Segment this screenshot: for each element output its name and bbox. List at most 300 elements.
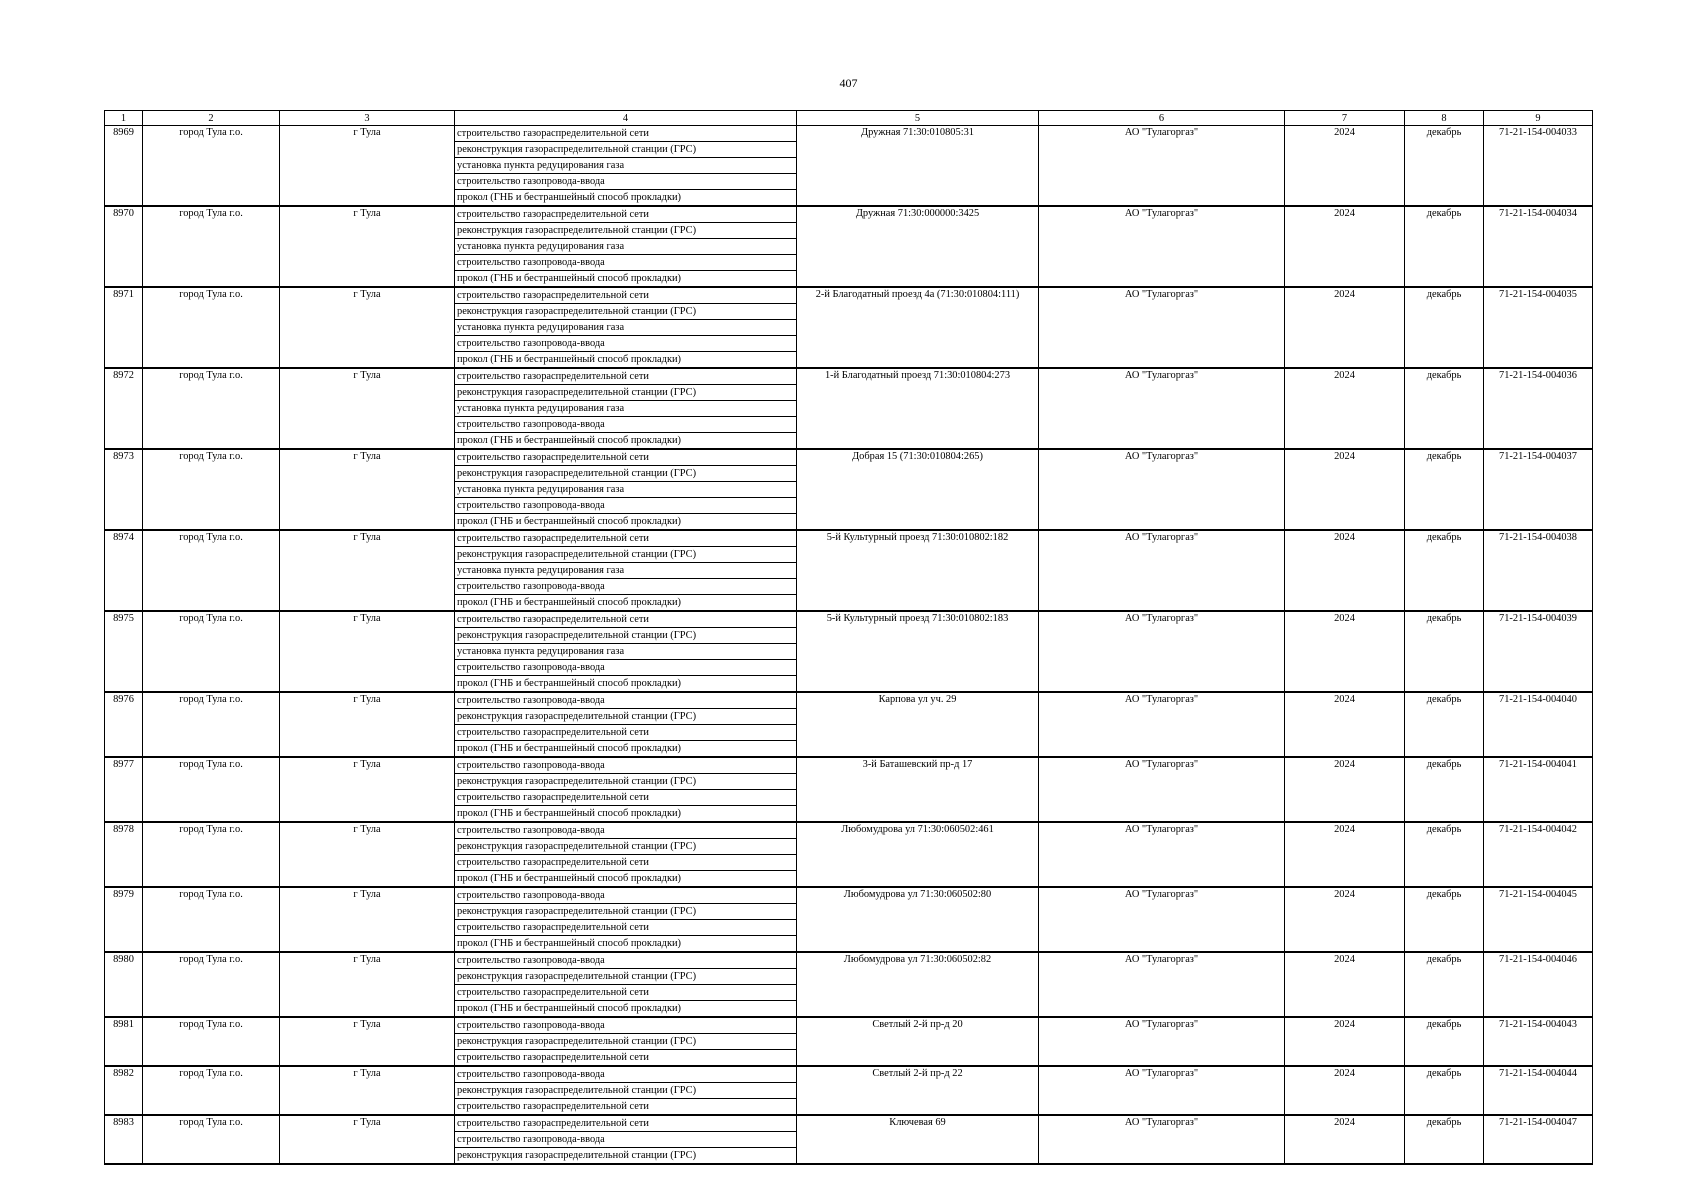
organization-cell — [1039, 126, 1285, 207]
year-cell-text: 2024 — [1334, 370, 1355, 381]
work-item: реконструкция газораспределительной станции (ГРС) — [455, 774, 796, 790]
address-cell — [797, 126, 1039, 207]
code-cell — [1484, 611, 1593, 692]
code-cell-text: 71-21-154-004044 — [1499, 1068, 1577, 1079]
column-header: 8 — [1405, 111, 1484, 126]
works-list — [455, 693, 796, 756]
column-header: 2 — [143, 111, 280, 126]
row-number-text: 8972 — [113, 370, 134, 381]
column-header: 4 — [455, 111, 797, 126]
works-cell — [455, 692, 797, 757]
works-list — [455, 531, 796, 610]
locality-cell — [280, 287, 455, 368]
address-cell-text: 2-й Благодатный проезд 4а (71:30:010804:111) — [815, 289, 1020, 300]
year-cell — [1285, 206, 1405, 287]
code-cell — [1484, 887, 1593, 952]
work-item: строительство газораспределительной сети — [455, 920, 796, 936]
year-cell-text: 2024 — [1334, 1117, 1355, 1128]
code-cell — [1484, 368, 1593, 449]
row-number — [105, 822, 143, 887]
district-cell-text: город Тула г.о. — [179, 954, 243, 965]
table-row — [105, 449, 1593, 530]
works-list — [455, 953, 796, 1016]
year-cell — [1285, 1017, 1405, 1066]
organization-cell — [1039, 206, 1285, 287]
month-cell-text: декабрь — [1426, 889, 1462, 900]
year-cell — [1285, 126, 1405, 207]
code-cell-text: 71-21-154-004040 — [1499, 694, 1577, 705]
works-list — [455, 288, 796, 367]
row-number — [105, 368, 143, 449]
code-cell-text: 71-21-154-004045 — [1499, 889, 1577, 900]
address-cell-text: Любомудрова ул 71:30:060502:82 — [843, 954, 992, 965]
district-cell — [143, 692, 280, 757]
locality-cell-text: г Тула — [353, 759, 381, 770]
work-item: строительство газораспределительной сети — [455, 369, 796, 385]
code-cell-text: 71-21-154-004037 — [1499, 451, 1577, 462]
work-item: строительство газопровода-ввода — [455, 888, 796, 904]
work-item: реконструкция газораспределительной станции (ГРС) — [455, 547, 796, 563]
table-row — [105, 206, 1593, 287]
work-item: реконструкция газораспределительной станции (ГРС) — [455, 385, 796, 401]
address-cell — [797, 1066, 1039, 1115]
work-item: прокол (ГНБ и бестраншейный способ прокладки) — [457, 354, 682, 365]
table-body — [105, 126, 1593, 1165]
address-cell-text: Добрая 15 (71:30:010804:265) — [852, 451, 983, 462]
address-cell — [797, 530, 1039, 611]
year-cell-text: 2024 — [1334, 208, 1355, 219]
organization-cell-text: АО "Тулагоргаз" — [1124, 289, 1199, 300]
code-cell — [1484, 206, 1593, 287]
month-cell-text: декабрь — [1426, 954, 1462, 965]
work-item: строительство газораспределительной сети — [455, 288, 796, 304]
work-item: строительство газораспределительной сети — [455, 531, 796, 547]
month-cell-text: декабрь — [1426, 208, 1462, 219]
work-item: строительство газопровода-ввода — [455, 823, 796, 839]
work-item: строительство газопровода-ввода — [455, 255, 796, 271]
works-cell — [455, 822, 797, 887]
address-cell-text: 5-й Культурный проезд 71:30:010802:182 — [826, 532, 1009, 543]
work-item: установка пункта редуцирования газа — [455, 158, 796, 174]
year-cell-text: 2024 — [1334, 889, 1355, 900]
row-number-text: 8976 — [113, 694, 134, 705]
address-cell-text: Любомудрова ул 71:30:060502:80 — [843, 889, 992, 900]
code-cell-text: 71-21-154-004035 — [1499, 289, 1577, 300]
row-number-text: 8974 — [113, 532, 134, 543]
address-cell — [797, 611, 1039, 692]
year-cell — [1285, 368, 1405, 449]
table-row — [105, 368, 1593, 449]
table-row — [105, 822, 1593, 887]
year-cell-text: 2024 — [1334, 1019, 1355, 1030]
table-row — [105, 530, 1593, 611]
work-item: реконструкция газораспределительной станции (ГРС) — [455, 1034, 796, 1050]
month-cell — [1405, 206, 1484, 287]
work-item: прокол (ГНБ и бестраншейный способ прокладки) — [457, 435, 682, 446]
work-item: строительство газопровода-ввода — [455, 693, 796, 709]
work-item: строительство газопровода-ввода — [455, 174, 796, 190]
work-item: прокол (ГНБ и бестраншейный способ прокладки) — [457, 192, 682, 203]
organization-cell — [1039, 1066, 1285, 1115]
organization-cell — [1039, 1017, 1285, 1066]
address-cell-text: 5-й Культурный проезд 71:30:010802:183 — [826, 613, 1009, 624]
work-item: реконструкция газораспределительной станции (ГРС) — [455, 839, 796, 855]
work-item: строительство газопровода-ввода — [455, 1132, 796, 1148]
row-number-text: 8973 — [113, 451, 134, 462]
locality-cell — [280, 530, 455, 611]
district-cell — [143, 206, 280, 287]
code-cell-text: 71-21-154-004043 — [1499, 1019, 1577, 1030]
organization-cell-text: АО "Тулагоргаз" — [1124, 954, 1199, 965]
column-header: 1 — [105, 111, 143, 126]
address-cell — [797, 887, 1039, 952]
table-row — [105, 887, 1593, 952]
works-cell — [455, 1066, 797, 1115]
district-cell — [143, 287, 280, 368]
code-cell — [1484, 822, 1593, 887]
district-cell-text: город Тула г.о. — [179, 824, 243, 835]
locality-cell — [280, 757, 455, 822]
work-item: реконструкция газораспределительной станции (ГРС) — [455, 466, 796, 482]
year-cell — [1285, 1066, 1405, 1115]
district-cell-text: город Тула г.о. — [179, 370, 243, 381]
locality-cell — [280, 611, 455, 692]
month-cell-text: декабрь — [1426, 613, 1462, 624]
district-cell — [143, 530, 280, 611]
table-row — [105, 1115, 1593, 1164]
year-cell — [1285, 449, 1405, 530]
locality-cell — [280, 449, 455, 530]
locality-cell-text: г Тула — [353, 1068, 381, 1079]
locality-cell-text: г Тула — [353, 451, 381, 462]
month-cell-text: декабрь — [1426, 289, 1462, 300]
locality-cell-text: г Тула — [353, 1117, 381, 1128]
row-number — [105, 757, 143, 822]
work-item: реконструкция газораспределительной станции (ГРС) — [455, 709, 796, 725]
code-cell — [1484, 1017, 1593, 1066]
work-item: строительство газопровода-ввода — [455, 498, 796, 514]
organization-cell-text: АО "Тулагоргаз" — [1124, 759, 1199, 770]
year-cell-text: 2024 — [1334, 759, 1355, 770]
year-cell — [1285, 287, 1405, 368]
work-item: установка пункта редуцирования газа — [455, 482, 796, 498]
organization-cell — [1039, 611, 1285, 692]
work-item: строительство газопровода-ввода — [455, 1067, 796, 1083]
row-number — [105, 1066, 143, 1115]
works-list — [455, 1067, 796, 1114]
district-cell-text: город Тула г.о. — [179, 451, 243, 462]
organization-cell-text: АО "Тулагоргаз" — [1124, 208, 1199, 219]
works-list — [455, 369, 796, 448]
row-number — [105, 206, 143, 287]
organization-cell-text: АО "Тулагоргаз" — [1124, 889, 1199, 900]
month-cell-text: декабрь — [1426, 824, 1462, 835]
organization-cell-text: АО "Тулагоргаз" — [1124, 613, 1199, 624]
work-item: реконструкция газораспределительной станции (ГРС) — [455, 223, 796, 239]
code-cell — [1484, 287, 1593, 368]
row-number — [105, 887, 143, 952]
organization-cell — [1039, 757, 1285, 822]
works-cell — [455, 1115, 797, 1164]
organization-cell-text: АО "Тулагоргаз" — [1124, 370, 1199, 381]
work-item: строительство газопровода-ввода — [455, 579, 796, 595]
code-cell — [1484, 1066, 1593, 1115]
organization-cell-text: АО "Тулагоргаз" — [1124, 1117, 1199, 1128]
year-cell-text: 2024 — [1334, 1068, 1355, 1079]
table-row — [105, 126, 1593, 207]
work-item: строительство газораспределительной сети — [455, 1116, 796, 1132]
works-cell — [455, 952, 797, 1017]
year-cell-text: 2024 — [1334, 613, 1355, 624]
works-cell — [455, 368, 797, 449]
work-item: строительство газораспределительной сети — [455, 725, 796, 741]
code-cell-text: 71-21-154-004042 — [1499, 824, 1577, 835]
works-cell — [455, 530, 797, 611]
work-item: строительство газораспределительной сети — [457, 1052, 649, 1063]
works-list — [455, 823, 796, 886]
organization-cell-text: АО "Тулагоргаз" — [1124, 451, 1199, 462]
year-cell-text: 2024 — [1334, 127, 1355, 138]
district-cell — [143, 611, 280, 692]
district-cell-text: город Тула г.о. — [179, 759, 243, 770]
district-cell — [143, 1115, 280, 1164]
work-item: строительство газораспределительной сети — [455, 450, 796, 466]
work-item: строительство газопровода-ввода — [455, 336, 796, 352]
locality-cell-text: г Тула — [353, 824, 381, 835]
district-cell — [143, 887, 280, 952]
row-number — [105, 449, 143, 530]
works-list — [455, 1116, 796, 1163]
address-cell-text: 1-й Благодатный проезд 71:30:010804:273 — [824, 370, 1011, 381]
header-row — [105, 111, 1593, 126]
year-cell-text: 2024 — [1334, 824, 1355, 835]
locality-cell-text: г Тула — [353, 289, 381, 300]
row-number-text: 8983 — [113, 1117, 134, 1128]
address-cell-text: Дружная 71:30:010805:31 — [861, 127, 974, 138]
organization-cell-text: АО "Тулагоргаз" — [1124, 532, 1199, 543]
address-cell — [797, 368, 1039, 449]
row-number-text: 8977 — [113, 759, 134, 770]
row-number-text: 8971 — [113, 289, 134, 300]
row-number-text: 8978 — [113, 824, 134, 835]
works-list — [455, 888, 796, 951]
work-item: реконструкция газораспределительной станции (ГРС) — [455, 904, 796, 920]
locality-cell — [280, 1115, 455, 1164]
district-cell-text: город Тула г.о. — [179, 532, 243, 543]
work-item: прокол (ГНБ и бестраншейный способ прокладки) — [457, 938, 682, 949]
month-cell-text: декабрь — [1426, 694, 1462, 705]
works-list — [455, 450, 796, 529]
district-cell-text: город Тула г.о. — [179, 1068, 243, 1079]
organization-cell-text: АО "Тулагоргаз" — [1124, 1068, 1199, 1079]
month-cell — [1405, 611, 1484, 692]
organization-cell-text: АО "Тулагоргаз" — [1124, 824, 1199, 835]
organization-cell — [1039, 887, 1285, 952]
row-number — [105, 1017, 143, 1066]
month-cell-text: декабрь — [1426, 1117, 1462, 1128]
table-row — [105, 952, 1593, 1017]
works-list — [455, 612, 796, 691]
address-cell — [797, 206, 1039, 287]
work-item: реконструкция газораспределительной станции (ГРС) — [455, 969, 796, 985]
district-cell-text: город Тула г.о. — [179, 1117, 243, 1128]
code-cell-text: 71-21-154-004033 — [1499, 127, 1577, 138]
works-cell — [455, 611, 797, 692]
locality-cell — [280, 1017, 455, 1066]
year-cell — [1285, 1115, 1405, 1164]
locality-cell — [280, 822, 455, 887]
work-item: строительство газораспределительной сети — [455, 612, 796, 628]
month-cell-text: декабрь — [1426, 759, 1462, 770]
locality-cell-text: г Тула — [353, 954, 381, 965]
month-cell — [1405, 530, 1484, 611]
month-cell — [1405, 952, 1484, 1017]
code-cell-text: 71-21-154-004034 — [1499, 208, 1577, 219]
organization-cell — [1039, 1115, 1285, 1164]
work-item: реконструкция газораспределительной станции (ГРС) — [457, 1150, 697, 1161]
work-item: строительство газораспределительной сети — [455, 985, 796, 1001]
work-item: реконструкция газораспределительной станции (ГРС) — [455, 628, 796, 644]
works-list — [455, 1018, 796, 1065]
month-cell — [1405, 1017, 1484, 1066]
month-cell-text: декабрь — [1426, 451, 1462, 462]
code-cell — [1484, 692, 1593, 757]
organization-cell — [1039, 530, 1285, 611]
locality-cell-text: г Тула — [353, 889, 381, 900]
work-item: прокол (ГНБ и бестраншейный способ прокладки) — [457, 873, 682, 884]
row-number — [105, 530, 143, 611]
locality-cell — [280, 887, 455, 952]
code-cell — [1484, 126, 1593, 207]
work-item: строительство газопровода-ввода — [455, 1018, 796, 1034]
address-cell-text: Карпова ул уч. 29 — [878, 694, 957, 705]
organization-cell — [1039, 822, 1285, 887]
district-cell-text: город Тула г.о. — [179, 889, 243, 900]
work-item: строительство газораспределительной сети — [455, 855, 796, 871]
address-cell — [797, 757, 1039, 822]
works-list — [455, 207, 796, 286]
row-number-text: 8975 — [113, 613, 134, 624]
row-number — [105, 287, 143, 368]
month-cell-text: декабрь — [1426, 1019, 1462, 1030]
work-item: строительство газопровода-ввода — [455, 758, 796, 774]
locality-cell-text: г Тула — [353, 613, 381, 624]
district-cell-text: город Тула г.о. — [179, 1019, 243, 1030]
locality-cell — [280, 206, 455, 287]
work-item: реконструкция газораспределительной станции (ГРС) — [455, 142, 796, 158]
year-cell-text: 2024 — [1334, 289, 1355, 300]
code-cell-text: 71-21-154-004046 — [1499, 954, 1577, 965]
works-list — [455, 126, 796, 205]
work-item: прокол (ГНБ и бестраншейный способ прокладки) — [457, 273, 682, 284]
code-cell-text: 71-21-154-004036 — [1499, 370, 1577, 381]
address-cell-text: Дружная 71:30:000000:3425 — [855, 208, 980, 219]
work-item: строительство газораспределительной сети — [455, 207, 796, 223]
locality-cell — [280, 1066, 455, 1115]
year-cell — [1285, 611, 1405, 692]
works-cell — [455, 287, 797, 368]
row-number-text: 8979 — [113, 889, 134, 900]
organization-cell-text: АО "Тулагоргаз" — [1124, 127, 1199, 138]
address-cell — [797, 1017, 1039, 1066]
district-cell — [143, 449, 280, 530]
code-cell — [1484, 449, 1593, 530]
row-number — [105, 611, 143, 692]
work-item: установка пункта редуцирования газа — [455, 320, 796, 336]
address-cell-text: 3-й Баташевский пр-д 17 — [862, 759, 973, 770]
month-cell-text: декабрь — [1426, 370, 1462, 381]
work-item: строительство газораспределительной сети — [455, 790, 796, 806]
locality-cell-text: г Тула — [353, 532, 381, 543]
code-cell-text: 71-21-154-004039 — [1499, 613, 1577, 624]
address-cell-text: Любомудрова ул 71:30:060502:461 — [841, 824, 994, 835]
column-header: 6 — [1039, 111, 1285, 126]
work-item: строительство газопровода-ввода — [455, 953, 796, 969]
year-cell-text: 2024 — [1334, 451, 1355, 462]
month-cell-text: декабрь — [1426, 127, 1462, 138]
work-item: установка пункта редуцирования газа — [455, 563, 796, 579]
month-cell — [1405, 1115, 1484, 1164]
organization-cell-text: АО "Тулагоргаз" — [1124, 694, 1199, 705]
works-cell — [455, 449, 797, 530]
year-cell — [1285, 692, 1405, 757]
table-row — [105, 287, 1593, 368]
month-cell — [1405, 822, 1484, 887]
organization-cell — [1039, 449, 1285, 530]
row-number — [105, 952, 143, 1017]
month-cell — [1405, 368, 1484, 449]
work-item: прокол (ГНБ и бестраншейный способ прокладки) — [457, 678, 682, 689]
work-item: строительство газораспределительной сети — [455, 126, 796, 142]
code-cell — [1484, 1115, 1593, 1164]
works-cell — [455, 757, 797, 822]
locality-cell — [280, 952, 455, 1017]
year-cell-text: 2024 — [1334, 954, 1355, 965]
row-number-text: 8981 — [113, 1019, 134, 1030]
address-cell-text: Светлый 2-й пр-д 20 — [872, 1019, 963, 1030]
column-header: 5 — [797, 111, 1039, 126]
address-cell — [797, 287, 1039, 368]
row-number-text: 8969 — [113, 127, 134, 138]
month-cell — [1405, 1066, 1484, 1115]
district-cell-text: город Тула г.о. — [179, 127, 243, 138]
year-cell — [1285, 757, 1405, 822]
year-cell-text: 2024 — [1334, 694, 1355, 705]
row-number — [105, 1115, 143, 1164]
district-cell — [143, 1017, 280, 1066]
locality-cell-text: г Тула — [353, 127, 381, 138]
code-cell-text: 71-21-154-004047 — [1499, 1117, 1577, 1128]
locality-cell-text: г Тула — [353, 1019, 381, 1030]
year-cell — [1285, 530, 1405, 611]
locality-cell — [280, 368, 455, 449]
table-row — [105, 611, 1593, 692]
address-cell — [797, 449, 1039, 530]
locality-cell — [280, 692, 455, 757]
works-cell — [455, 126, 797, 207]
organization-cell — [1039, 952, 1285, 1017]
table-row — [105, 1017, 1593, 1066]
year-cell — [1285, 952, 1405, 1017]
works-cell — [455, 1017, 797, 1066]
code-cell — [1484, 757, 1593, 822]
month-cell — [1405, 287, 1484, 368]
month-cell-text: декабрь — [1426, 1068, 1462, 1079]
district-cell-text: город Тула г.о. — [179, 208, 243, 219]
registry-table — [104, 110, 1593, 1165]
work-item: прокол (ГНБ и бестраншейный способ прокладки) — [457, 597, 682, 608]
month-cell-text: декабрь — [1426, 532, 1462, 543]
